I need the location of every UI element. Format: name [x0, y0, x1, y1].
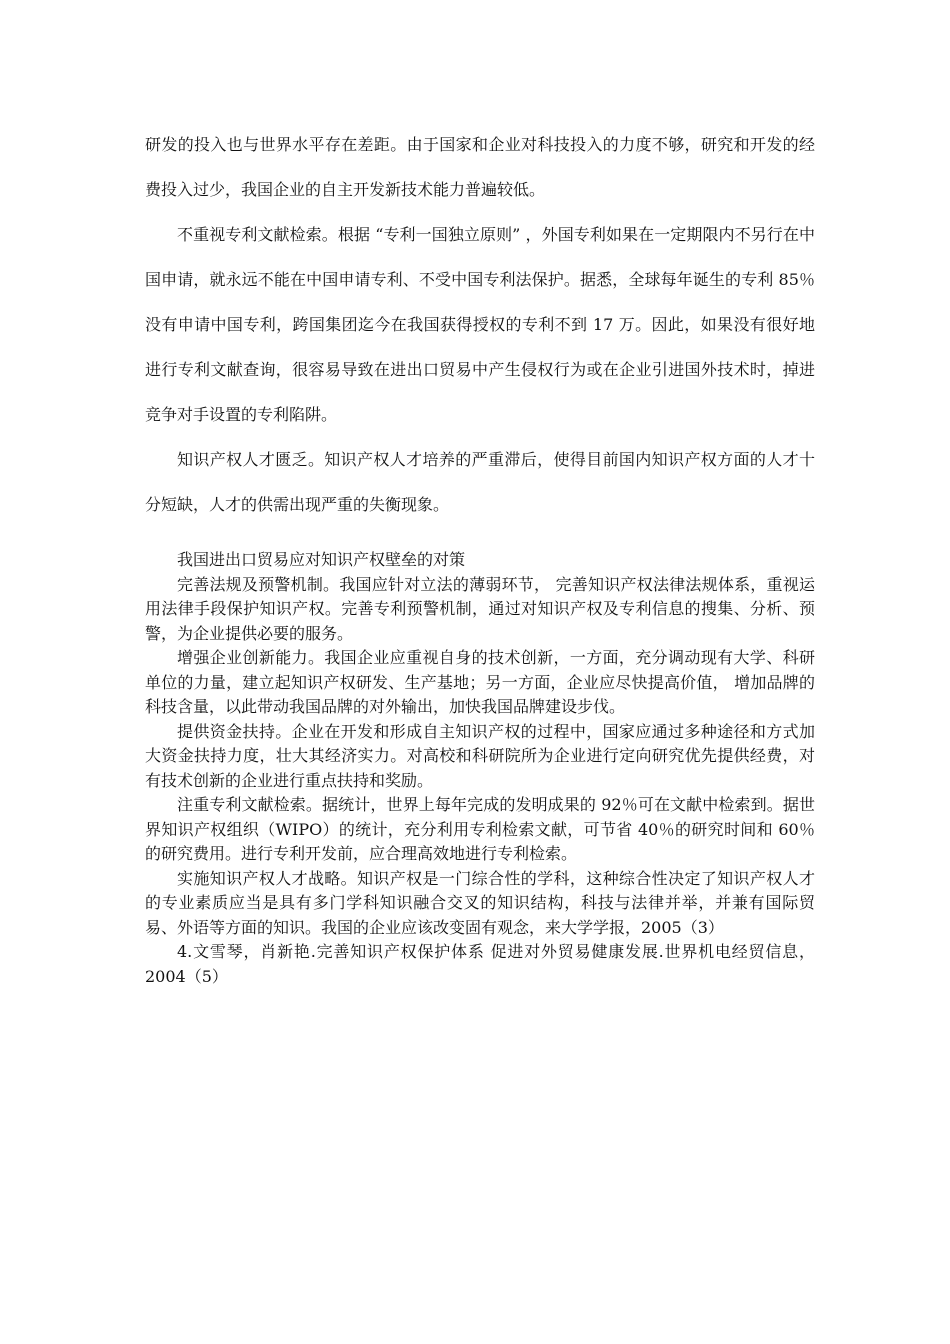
body-section-double-spaced	[145, 122, 815, 527]
paragraph-funding: 提供资金扶持。企业在开发和形成自主知识产权的过程中，国家应通过多种途径和方式加大资金扶持力度，壮大其经济实力。对高校和科研院所为企业进行定向研究优先提供经费，对有技术创新的企业进行重点扶持和奖励。	[145, 721, 815, 790]
paragraph-laws-warning: 完善法规及预警机制。我国应针对立法的薄弱环节， 完善知识产权法律法规体系，重视运用法律手段保护知识产权。完善专利预警机制，通过对知识产权及专利信息的搜集、分析、预警，为企业提供必要的服务。	[145, 574, 815, 643]
paragraph-patent-retrieval: 注重专利文献检索。据统计，世界上每年完成的发明成果的 92％可在文献中检索到。据世界知识产权组织（WIPO）的统计，充分利用专利检索文献，可节省 40％的研究时间和 60％的研究费用。进行专利开发前，应合理高效地进行专利检索。	[145, 795, 815, 863]
paragraph-innovation: 增强企业创新能力。我国企业应重视自身的技术创新，一方面，充分调动现有大学、科研单位的力量，建立起知识产权研发、生产基地；另一方面，企业应尽快提高价值， 增加品牌的科技含量，以此带动我国品牌的对外输出，加快我国品牌建设步伐。	[145, 648, 815, 716]
paragraph-talent-strategy: 实施知识产权人才战略。知识产权是一门综合性的学科，这种综合性决定了知识产权人才的专业素质应当是具有多门学科知识融合交叉的知识结构，科技与法律并举，并兼有国际贸易、外语等方面的知识。我国的企业应该改变固有观念，来大学学报，2005（3）	[145, 868, 815, 937]
paragraph-ip-talent-shortage: 知识产权人才匮乏。知识产权人才培养的严重滞后，使得目前国内知识产权方面的人才十分短缺，人才的供需出现严重的失衡现象。	[145, 450, 815, 514]
section-heading: 我国进出口贸易应对知识产权壁垒的对策	[177, 550, 466, 569]
body-section-countermeasures	[145, 548, 815, 989]
paragraph-rd-investment: 研发的投入也与世界水平存在差距。由于国家和企业对科技投入的力度不够，研究和开发的经费投入过少，我国企业的自主开发新技术能力普遍较低。	[145, 135, 815, 199]
reference-entry: 4.文雪琴，肖新艳.完善知识产权保护体系 促进对外贸易健康发展.世界机电经贸信息，2004（5）	[145, 942, 815, 986]
paragraph-patent-search: 不重视专利文献检索。根据 “专利一国独立原则” ，外国专利如果在一定期限内不另行在中国申请，就永远不能在中国申请专利、不受中国专利法保护。据悉，全球每年诞生的专利 85％没有申请中国专利，跨国集团迄今在我国获得授权的专利不到 17 万。因此，如果没有很好地进行专利文献查询，很容易导致在进出口贸易中产生侵权行为或在企业引进国外技术时，掉进竞争对手设置的专利陷阱。	[145, 225, 815, 424]
